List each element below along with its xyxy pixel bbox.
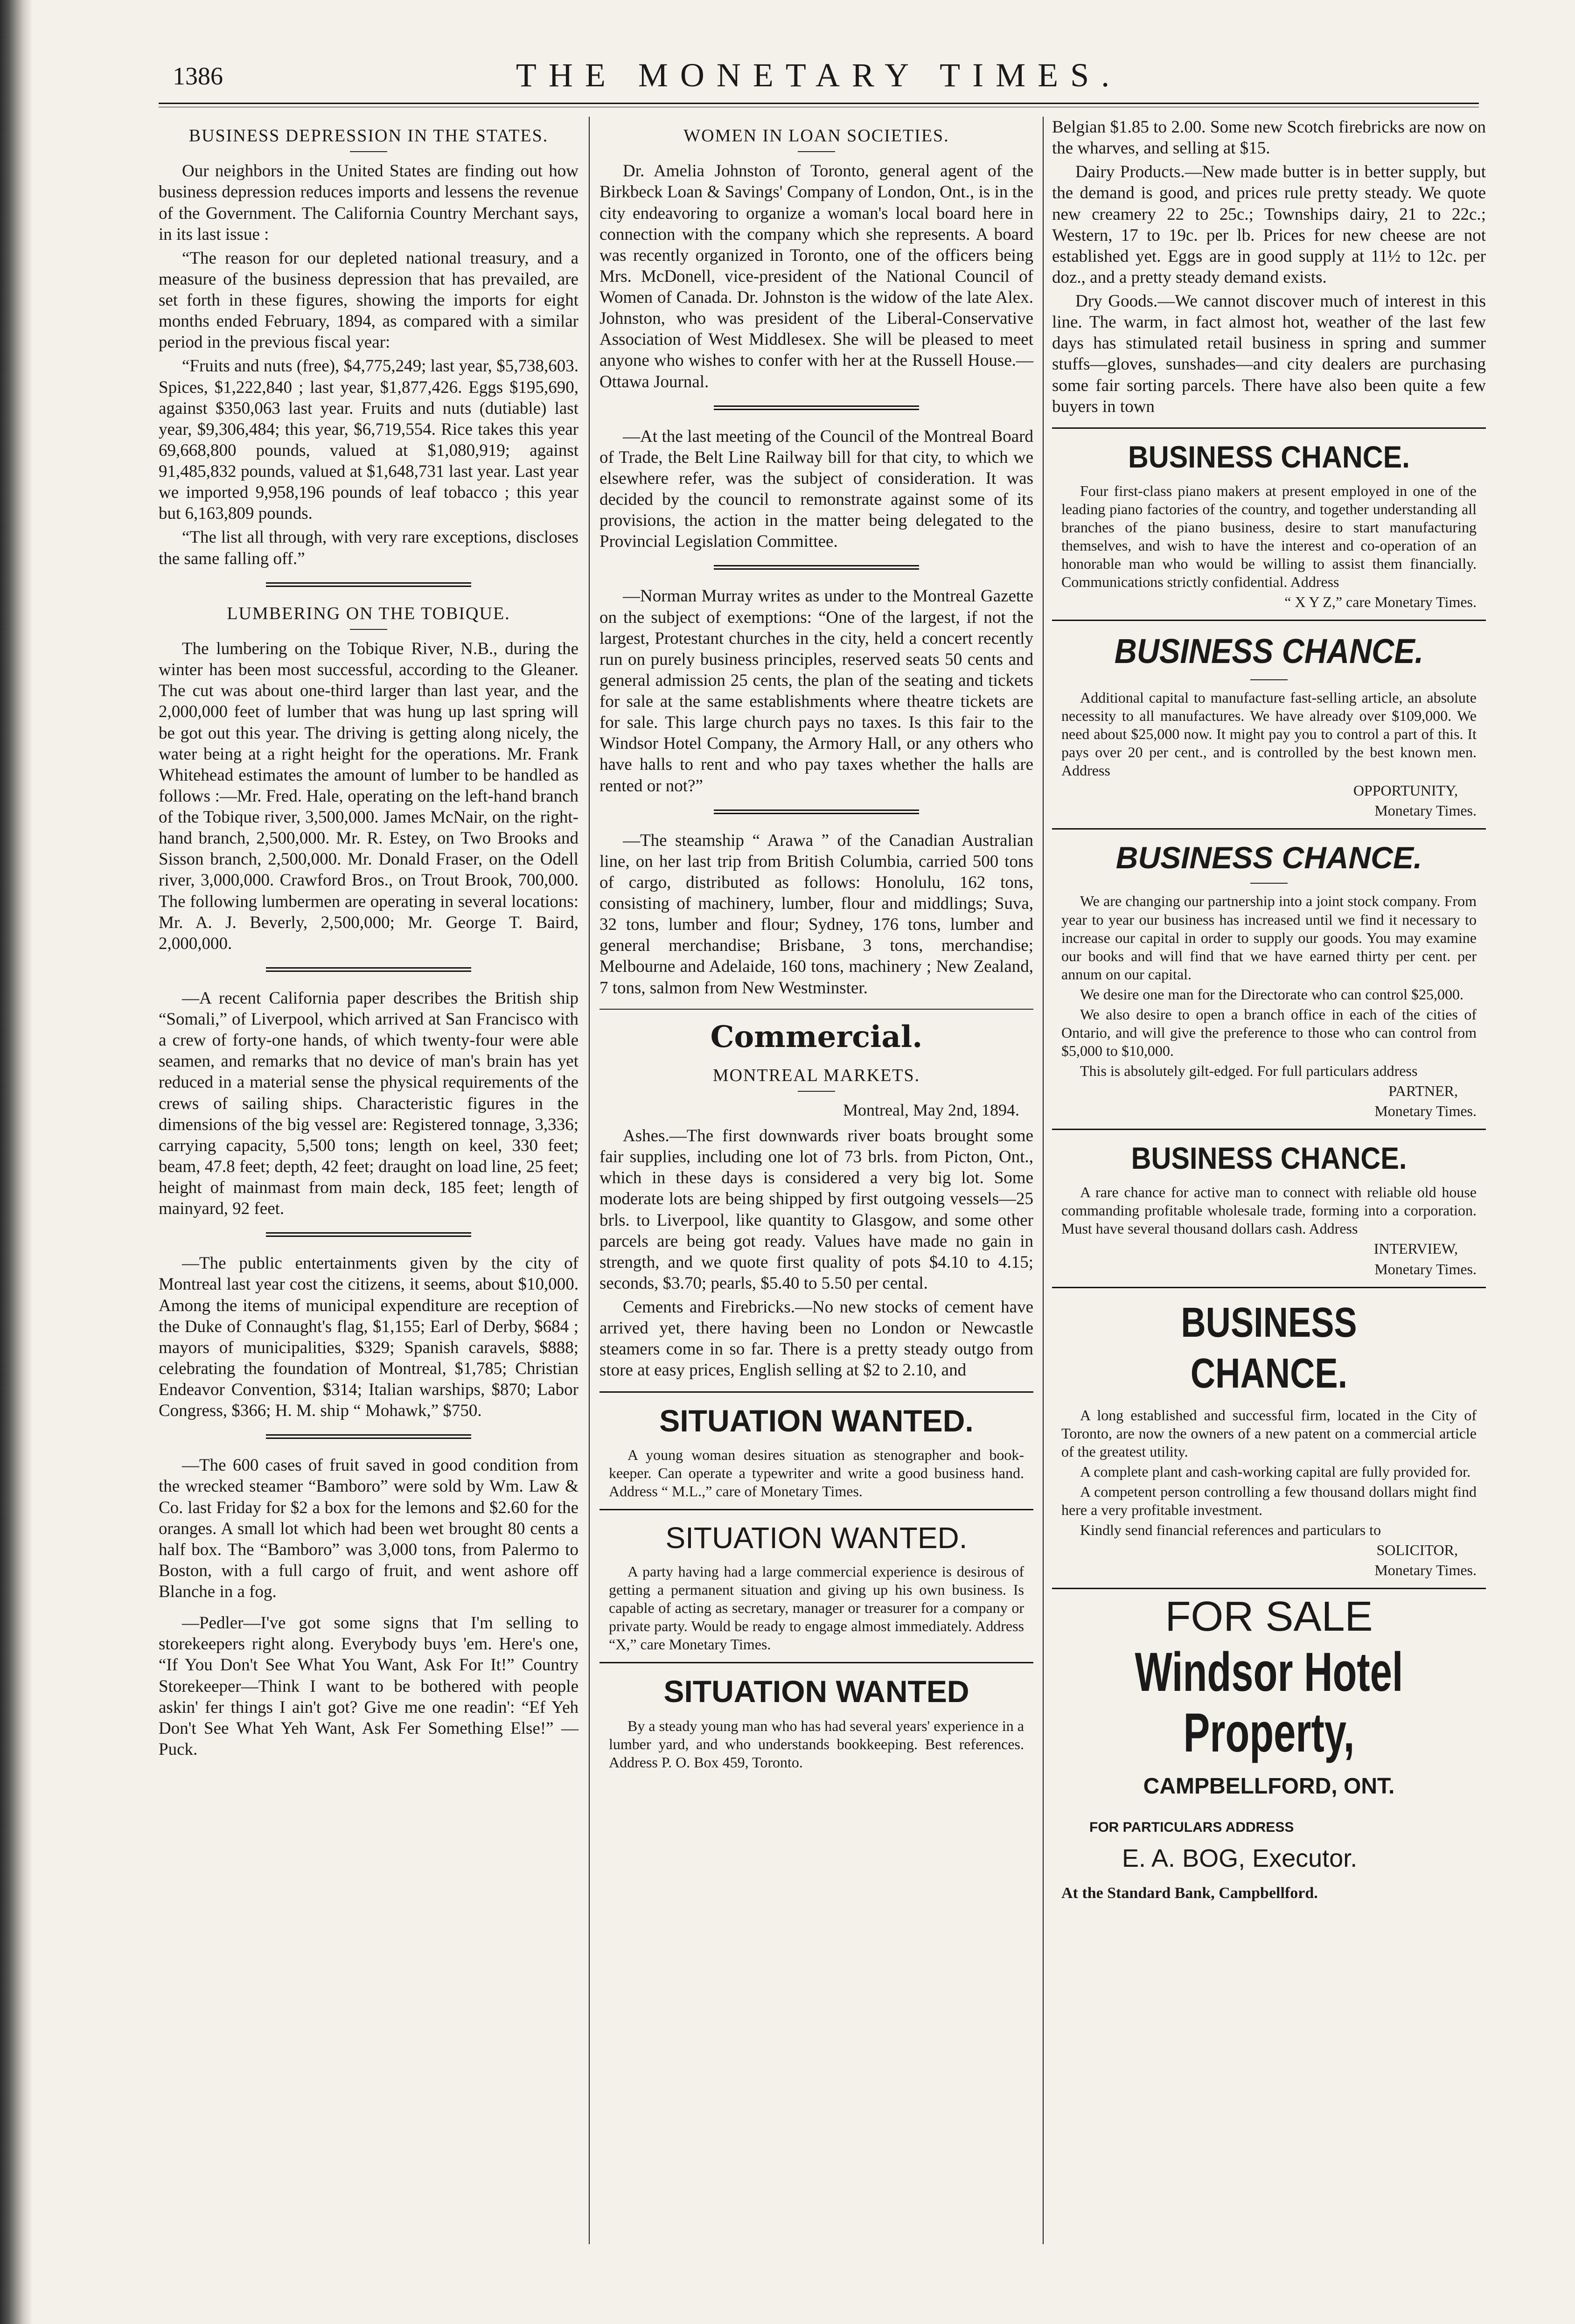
dateline: Montreal, May 2nd, 1894. bbox=[843, 1101, 1019, 1120]
article-title: LUMBERING ON THE TOBIQUE. bbox=[227, 603, 510, 623]
paragraph: Belgian $1.85 to 2.00. Some new Scotch firebricks are now on the wharves, and selling at $15. bbox=[1052, 118, 1486, 158]
masthead: THE MONETARY TIMES. bbox=[516, 56, 1122, 94]
article-entertainments bbox=[159, 1253, 578, 1421]
article-separator bbox=[714, 405, 919, 410]
ad-signature: Monetary Times. bbox=[1374, 802, 1477, 819]
paragraph: —Pedler—I've got some signs that I'm selling to storekeepers right along. Everybody buys 'em. Here's one, “If You Don't See What You Want, Ask For It!” Country Storekeeper—Think I want to be bothered with people askin' fer things I ain't got? Give me one readin': “Ef Yeh Don't See What Yeh Want, Ask Fer Something Else!” —Puck. bbox=[159, 1613, 578, 1759]
paragraph: Cements and Firebricks.—No new stocks of cement have arrived yet, there having been no London or Newcastle steamers come in so far. There is a pretty steady outgo from store at easy prices, English selling at $2 to 2.10, and bbox=[599, 1298, 1033, 1380]
paragraph: —A recent California paper describes the British ship “Somali,” of Liverpool, which arrived at San Francisco with a crew of forty-one hands, of which twenty-four were able seamen, and remarks that no device of man's brain has yet reduced in a material sense the physical requirements of the crews of sailing ships. Characteristic figures in the dimensions of the big vessel are: Registered tonnage, 3,336; carrying capacity, 5,500 tons; length on keel, 330 feet; beam, 47.8 feet; depth, 42 feet; draught on load line, 25 feet; height of mainmast from main deck, 185 feet; length of mainyard, 92 feet. bbox=[159, 988, 578, 1219]
paragraph: Dr. Amelia Johnston of Toronto, general agent of the Birkbeck Loan & Savings' Company of London, Ont., is in the city endeavoring to organize a woman's local board here in connection with the company which she represents. A board was recently organized in Toronto, one of the officers being Mrs. McDonell, vice-president of the National Council of Women of Canada. Dr. Johnston is the widow of the late Alex. Johnston, who was president of the Liberal-Conservative Association of West Middlesex. She will be pleased to meet anyone who wishes to confer with her at the Russell House.—Ottawa Journal. bbox=[599, 161, 1033, 391]
ad-body: A long established and successful firm, located in the City of Toronto, are now the owners of a new patent on a commercial article of the greatest utility. bbox=[1061, 1407, 1477, 1460]
ad-signature: Monetary Times. bbox=[1374, 1260, 1477, 1277]
ad-situation-wanted-3 bbox=[599, 1662, 1033, 1780]
header-rule bbox=[159, 103, 1479, 107]
for-sale-property: Windsor Hotel Property, bbox=[1135, 1641, 1403, 1764]
ad-business-chance-4 bbox=[1052, 1129, 1486, 1287]
page-binding-shadow bbox=[0, 0, 33, 2324]
ad-signature: OPPORTUNITY, bbox=[1353, 782, 1458, 799]
column-divider bbox=[589, 117, 590, 2244]
title-rule bbox=[350, 151, 387, 152]
for-sale-title: FOR SALE bbox=[1165, 1593, 1373, 1640]
column-2 bbox=[599, 117, 1033, 1780]
column-3 bbox=[1052, 117, 1486, 1909]
paragraph: “Fruits and nuts (free), $4,775,249; last year, $5,738,603. Spices, $1,222,840 ; last year, $1,877,426. Eggs $195,690, against $350,063 last year. Fruits and nuts (dutiable) last year, $9,306,484; this year, $6,719,554. Rice takes this year 69,668,800 pounds, valued at $1,080,919; against 91,485,832 pounds, valued at $1,648,731 last year. Last year we imported 9,958,196 pounds of leaf tobacco ; this year but 6,163,809 pounds. bbox=[159, 356, 578, 523]
ad-title: BUSINESS CHANCE. bbox=[1131, 1140, 1407, 1175]
ad-body: A young woman desires situation as stenographer and book-keeper. Can operate a typewriter and write a good business hand. Address “ M.L.,” care of Monetary Times. bbox=[609, 1446, 1024, 1500]
article-belt-line bbox=[599, 426, 1033, 552]
ad-title: BUSINESS CHANCE. bbox=[1181, 1299, 1357, 1397]
title-rule bbox=[350, 629, 387, 630]
article-lumbering bbox=[159, 603, 578, 954]
ad-business-chance-5 bbox=[1052, 1287, 1486, 1588]
paragraph: —The public entertainments given by the city of Montreal last year cost the citizens, it seems, about $10,000. Among the items of municipal expenditure are reception of the Duke of Connaught's flag, $1,155; Earl of Derby, $684 ; mayors of municipalities, $329; Spanish caravels, $888; celebrating the foundation of Montreal, $1,785; Christian Endeavor Convention, $314; Italian warships, $870; Labor Congress, $366; H. M. ship “ Mohawk,” $750. bbox=[159, 1254, 578, 1421]
paragraph: —The steamship “ Arawa ” of the Canadian Australian line, on her last trip from British Columbia, carried 500 tons of cargo, distributed as follows: Honolulu, 162 tons, consisting of machinery, lumber, flour and middlings; Suva, 32 tons, lumber and flour; Sydney, 176 tons, lumber and general merchandise; Brisbane, 3 tons, merchandise; Melbourne and Adelaide, 160 tons, machinery ; New Zealand, 7 tons, salmon from New Westminster. bbox=[599, 830, 1033, 998]
ad-body: This is absolutely gilt-edged. For full particulars address bbox=[1080, 1062, 1418, 1079]
paragraph: Dry Goods.—We cannot discover much of interest in this line. The warm, in fact almost hot, weather of the last few days has stimulated retail business in spring and summer stuffs—gloves, sunshades—and city dealers are purchasing some fair sorting parcels. There have also been quite a few buyers in town bbox=[1052, 292, 1486, 416]
page-header bbox=[159, 51, 1479, 103]
ad-signature: INTERVIEW, bbox=[1373, 1240, 1458, 1257]
ad-business-chance-1 bbox=[1052, 427, 1486, 620]
article-separator bbox=[266, 1232, 471, 1237]
ad-body: We also desire to open a branch office in each of the cities of Ontario, and will give the preference to those who can control from $5,000 to $10,000. bbox=[1061, 1005, 1477, 1059]
article-separator bbox=[714, 565, 919, 570]
column-1 bbox=[159, 117, 578, 1770]
ad-business-chance-2 bbox=[1052, 620, 1486, 828]
ad-for-sale bbox=[1052, 1588, 1486, 1909]
title-rule bbox=[1250, 883, 1288, 884]
article-title: MONTREAL MARKETS. bbox=[712, 1065, 920, 1085]
article-fruit bbox=[159, 1455, 578, 1602]
ad-body: A rare chance for active man to connect with reliable old house commanding profitable wholesale trade, forming into a corporation. Must have several thousand dollars cash. Address bbox=[1061, 1184, 1477, 1237]
ad-body: Kindly send financial references and particulars to bbox=[1080, 1521, 1381, 1539]
ad-title: SITUATION WANTED bbox=[663, 1674, 969, 1709]
ad-signature: Monetary Times. bbox=[1374, 1102, 1477, 1119]
paragraph: —Norman Murray writes as under to the Montreal Gazette on the subject of exemptions: “One of the largest, if not the largest, Protestant churches in the city, held a concert recently run on purely business principles, reserved seats 50 cents and general admission 25 cents, the plan of the seating and tickets for sale at the same establishments where theatre tickets are for sale. This large church pays no taxes. Is this fair to the Windsor Hotel Company, the Armory Hall, or any others who have halls to rent and who pay taxes whether the halls are rented or not?” bbox=[599, 586, 1033, 796]
article-pedler bbox=[159, 1612, 578, 1760]
section-rule bbox=[599, 1009, 1033, 1010]
ad-title: SITUATION WANTED. bbox=[665, 1521, 968, 1555]
commercial-heading: Commercial. bbox=[710, 1019, 923, 1054]
paragraph: Our neighbors in the United States are finding out how business depression reduces imports and lessens the revenue of the Government. The California Country Merchant says, in its last issue : bbox=[159, 161, 578, 244]
ad-title: BUSINESS CHANCE. bbox=[1114, 632, 1424, 671]
ad-signature: “ X Y Z,” care Monetary Times. bbox=[1284, 593, 1477, 611]
ad-signature: SOLICITOR, bbox=[1376, 1542, 1458, 1559]
paragraph: The lumbering on the Tobique River, N.B., during the winter has been most successful, according to the Gleaner. The cut was about one-third larger than last year, and the 2,000,000 feet of lumber that was hung up last spring will be got out this year. The driving is getting along nicely, the water being at a right height for the operations. Mr. Frank Whitehead estimates the amount of lumber to be handled as follows :—Mr. Fred. Hale, operating on the left-hand branch of the Tobique river, 3,500,000. James McNair, on the right-hand branch, 2,500,000. Mr. R. Estey, on Two Brooks and Sisson branch, 2,500,000. Mr. Donald Fraser, on the Odell river, 3,000,000. Crawford Bros., on Trout Brook, 700,000. The following lumbermen are operating in several locations: Mr. A. J. Beverly, 2,500,000; Mr. George T. Baird, 2,000,000. bbox=[159, 639, 578, 953]
article-separator bbox=[266, 967, 471, 972]
ad-title: BUSINESS CHANCE. bbox=[1128, 439, 1410, 474]
ad-situation-wanted-2 bbox=[599, 1509, 1033, 1662]
ad-body: A competent person controlling a few thousand dollars might find here a very profitable investment. bbox=[1061, 1483, 1477, 1519]
ad-body: Four first-class piano makers at present employed in one of the leading piano factories of the country, and together understanding all branches of the piano business, desire to start manufacturing themselves, and wish to have the interest and co-operation of an honorable man who would be willing to assist them financially. Communications strictly confidential. Address bbox=[1061, 482, 1477, 591]
paragraph: “The list all through, with very rare exceptions, discloses the same falling off.” bbox=[159, 528, 578, 568]
title-rule bbox=[1250, 679, 1288, 680]
ad-signature: Monetary Times. bbox=[1374, 1562, 1477, 1579]
article-montreal-markets bbox=[599, 1065, 1033, 1381]
article-somali bbox=[159, 988, 578, 1219]
ad-title: SITUATION WANTED. bbox=[659, 1403, 974, 1438]
ad-signature: PARTNER, bbox=[1388, 1082, 1458, 1099]
for-sale-executor: E. A. BOG, Executor. bbox=[1122, 1844, 1358, 1873]
article-business-depression bbox=[159, 125, 578, 569]
ad-body: We desire one man for the Directorate who can control $25,000. bbox=[1080, 985, 1464, 1003]
ad-body: A complete plant and cash-working capital are fully provided for. bbox=[1080, 1463, 1471, 1480]
paragraph: Dairy Products.—New made butter is in better supply, but the demand is good, and prices rule pretty steady. We quote new creamery 22 to 25c.; Townships dairy, 21 to 22c.; Western, 17 to 19c. per lb. Prices for new cheese are not established yet. Eggs are in good supply at 11½ to 12c. per doz., and a pretty steady demand exists. bbox=[1052, 162, 1486, 287]
article-market-continued bbox=[1052, 117, 1486, 417]
for-sale-address-label: FOR PARTICULARS ADDRESS bbox=[1089, 1819, 1294, 1835]
title-rule bbox=[798, 151, 835, 152]
ad-body: Additional capital to manufacture fast-selling article, an absolute necessity to all manufactures. We have already over $109,000. We need about $25,000 now. It might pay you to control a part of this. It pays over 20 per cent., and is controlled by the best known men. Address bbox=[1061, 689, 1477, 779]
title-rule bbox=[798, 1091, 835, 1092]
article-separator bbox=[714, 810, 919, 814]
column-divider bbox=[1043, 117, 1044, 2244]
ad-body: A party having had a large commercial experience is desirous of getting a permanent situation and giving up his own business. Is capable of acting as secretary, manager or treasurer for a company or private party. Would be ready to engage almost immediately. Address “X,” care Monetary Times. bbox=[609, 1563, 1024, 1653]
ad-title: BUSINESS CHANCE. bbox=[1115, 840, 1422, 875]
article-arawa bbox=[599, 830, 1033, 998]
article-separator bbox=[266, 1434, 471, 1439]
ad-situation-wanted-1 bbox=[599, 1391, 1033, 1509]
article-title: WOMEN IN LOAN SOCIETIES. bbox=[683, 126, 949, 146]
article-separator bbox=[266, 582, 471, 587]
article-murray bbox=[599, 586, 1033, 796]
paragraph: —At the last meeting of the Council of the Montreal Board of Trade, the Belt Line Railway bill for that city, to which we elsewhere refer, was the subject of consideration. It was decided by the council to remonstrate against some of its provisions, the action in the matter being delegated to the Provincial Legislation Committee. bbox=[599, 426, 1033, 551]
ad-body: We are changing our partnership into a joint stock company. From year to year our business has increased until we find it necessary to increase our capital in order to supply our goods. You may examine our books and will find that we have earned thirty per cent. per annum on our capital. bbox=[1061, 893, 1477, 983]
ad-business-chance-3 bbox=[1052, 828, 1486, 1129]
for-sale-location: CAMPBELLFORD, ONT. bbox=[1143, 1774, 1395, 1799]
page-number: 1386 bbox=[173, 62, 223, 90]
ad-body: By a steady young man who has had several years' experience in a lumber yard, and who understands bookkeeping. Best references. Address P. O. Box 459, Toronto. bbox=[609, 1717, 1024, 1771]
article-women-loan bbox=[599, 125, 1033, 392]
article-title: BUSINESS DEPRESSION IN THE STATES. bbox=[188, 126, 549, 146]
for-sale-bank: At the Standard Bank, Campbellford. bbox=[1061, 1884, 1318, 1902]
paragraph: Ashes.—The first downwards river boats brought some fair supplies, including one lot of 73 brls. from Picton, Ont., which in these days is considered a very big lot. Some moderate lots are being shipped by first outgoing vessels—25 brls. to Liverpool, like quantity to Glasgow, and some other parcels are being got ready. Values have made no gain in strength, and we quote first quality of pots $4.10 to 4.15; seconds, $3.70; pearls, $5.40 to 5.50 per cental. bbox=[599, 1126, 1033, 1293]
paragraph: —The 600 cases of fruit saved in good condition from the wrecked steamer “Bamboro” were sold by Wm. Law & Co. last Friday for $2 a box for the lemons and $2.60 for the oranges. A small lot which had been wet brought 80 cents a half box. The “Bamboro” was 3,000 tons, from Palermo to Boston, with a full cargo of fruit, and went ashore off Blanche in a fog. bbox=[159, 1456, 578, 1602]
paragraph: “The reason for our depleted national treasury, and a measure of the business depression that has prevailed, are set forth in these figures, showing the imports for eight months ended February, 1894, as compared with a similar period in the previous fiscal year: bbox=[159, 248, 578, 352]
